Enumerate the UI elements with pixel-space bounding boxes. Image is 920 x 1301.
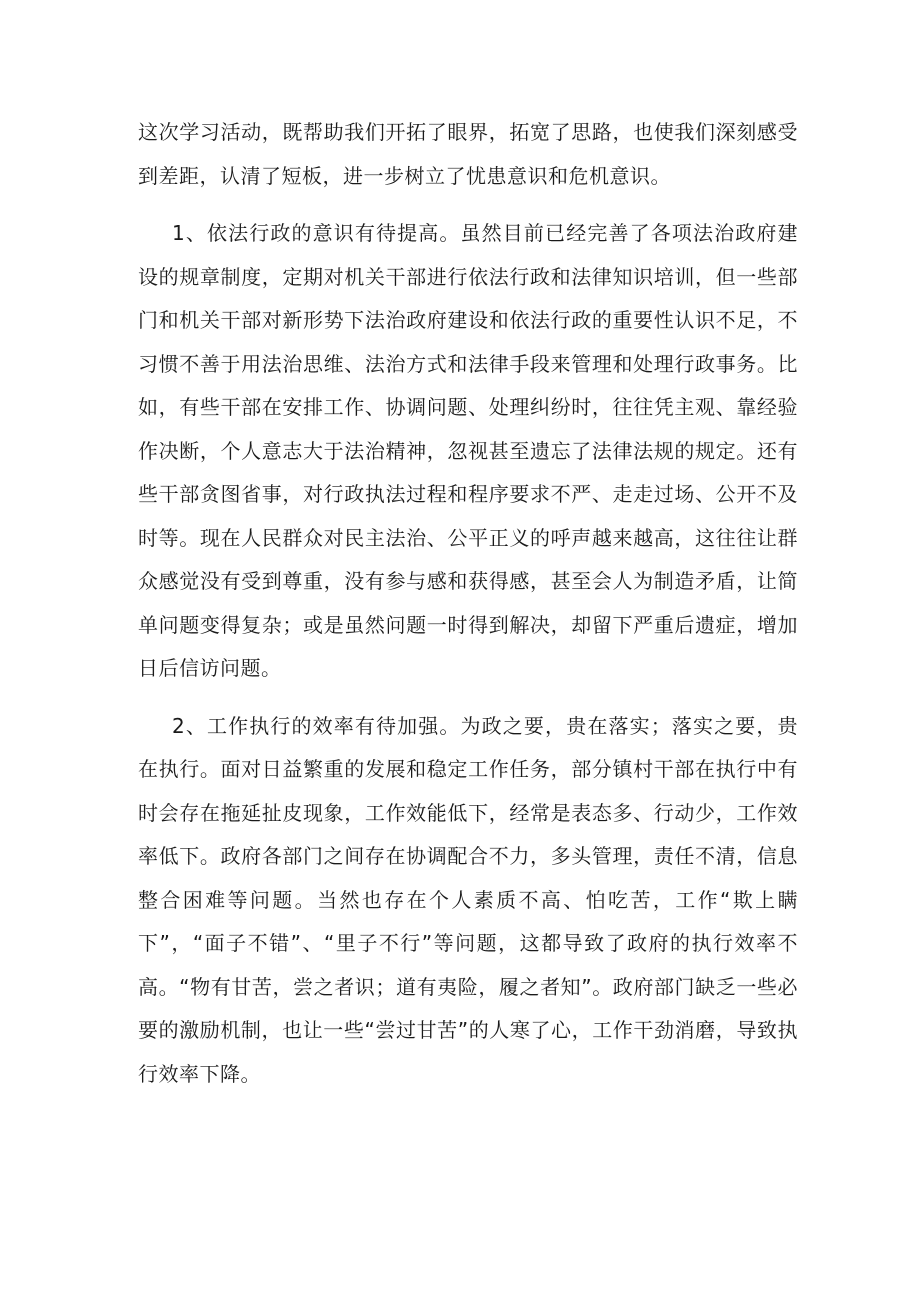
intro-paragraph: 这次学习活动，既帮助我们开拓了眼界，拓宽了思路，也使我们深刻感受到差距，认清了短板，进一步树立了忧患意识和危机意识。 (138, 120, 798, 188)
document-body (138, 111, 798, 1096)
point-2-paragraph: 2、工作执行的效率有待加强。为政之要，贵在落实；落实之要，贵在执行。面对日益繁重的发展和稳定工作任务，部分镇村干部在执行中有时会存在拖延扯皮现象，工作效能低下，经常是表态多、行动少，工作效率低下。政府各部门之间存在协调配合不力，多头管理，责任不清，信息整合困难等问题。当然也存在个人素质不高、怕吃苦，工作“欺上瞒下”，“面子不错”、“里子不行”等问题，这都导致了政府的执行效率不高。“物有甘苦，尝之者识；道有夷险，履之者知”。政府部门缺乏一些必要的激励机制，也让一些“尝过甘苦”的人寒了心，工作干劲消磨，导致执行效率下降。 (138, 713, 798, 1086)
point-1-paragraph: 1、依法行政的意识有待提高。虽然目前已经完善了各项法治政府建设的规章制度，定期对机关干部进行依法行政和法律知识培训，但一些部门和机关干部对新形势下法治政府建设和依法行政的重要性认识不足，不习惯不善于用法治思维、法治方式和法律手段来管理和处理行政事务。比如，有些干部在安排工作、协调问题、处理纠纷时，往往凭主观、靠经验作决断，个人意志大于法治精神，忽视甚至遗忘了法律法规的规定。还有些干部贪图省事，对行政执法过程和程序要求不严、走走过场、公开不及时等。现在人民群众对民主法治、公平正义的呼声越来越高，这往往让群众感觉没有受到尊重，没有参与感和获得感，甚至会人为制造矛盾，让简单问题变得复杂；或是虽然问题一时得到解决，却留下严重后遗症，增加日后信访问题。 (138, 221, 798, 680)
